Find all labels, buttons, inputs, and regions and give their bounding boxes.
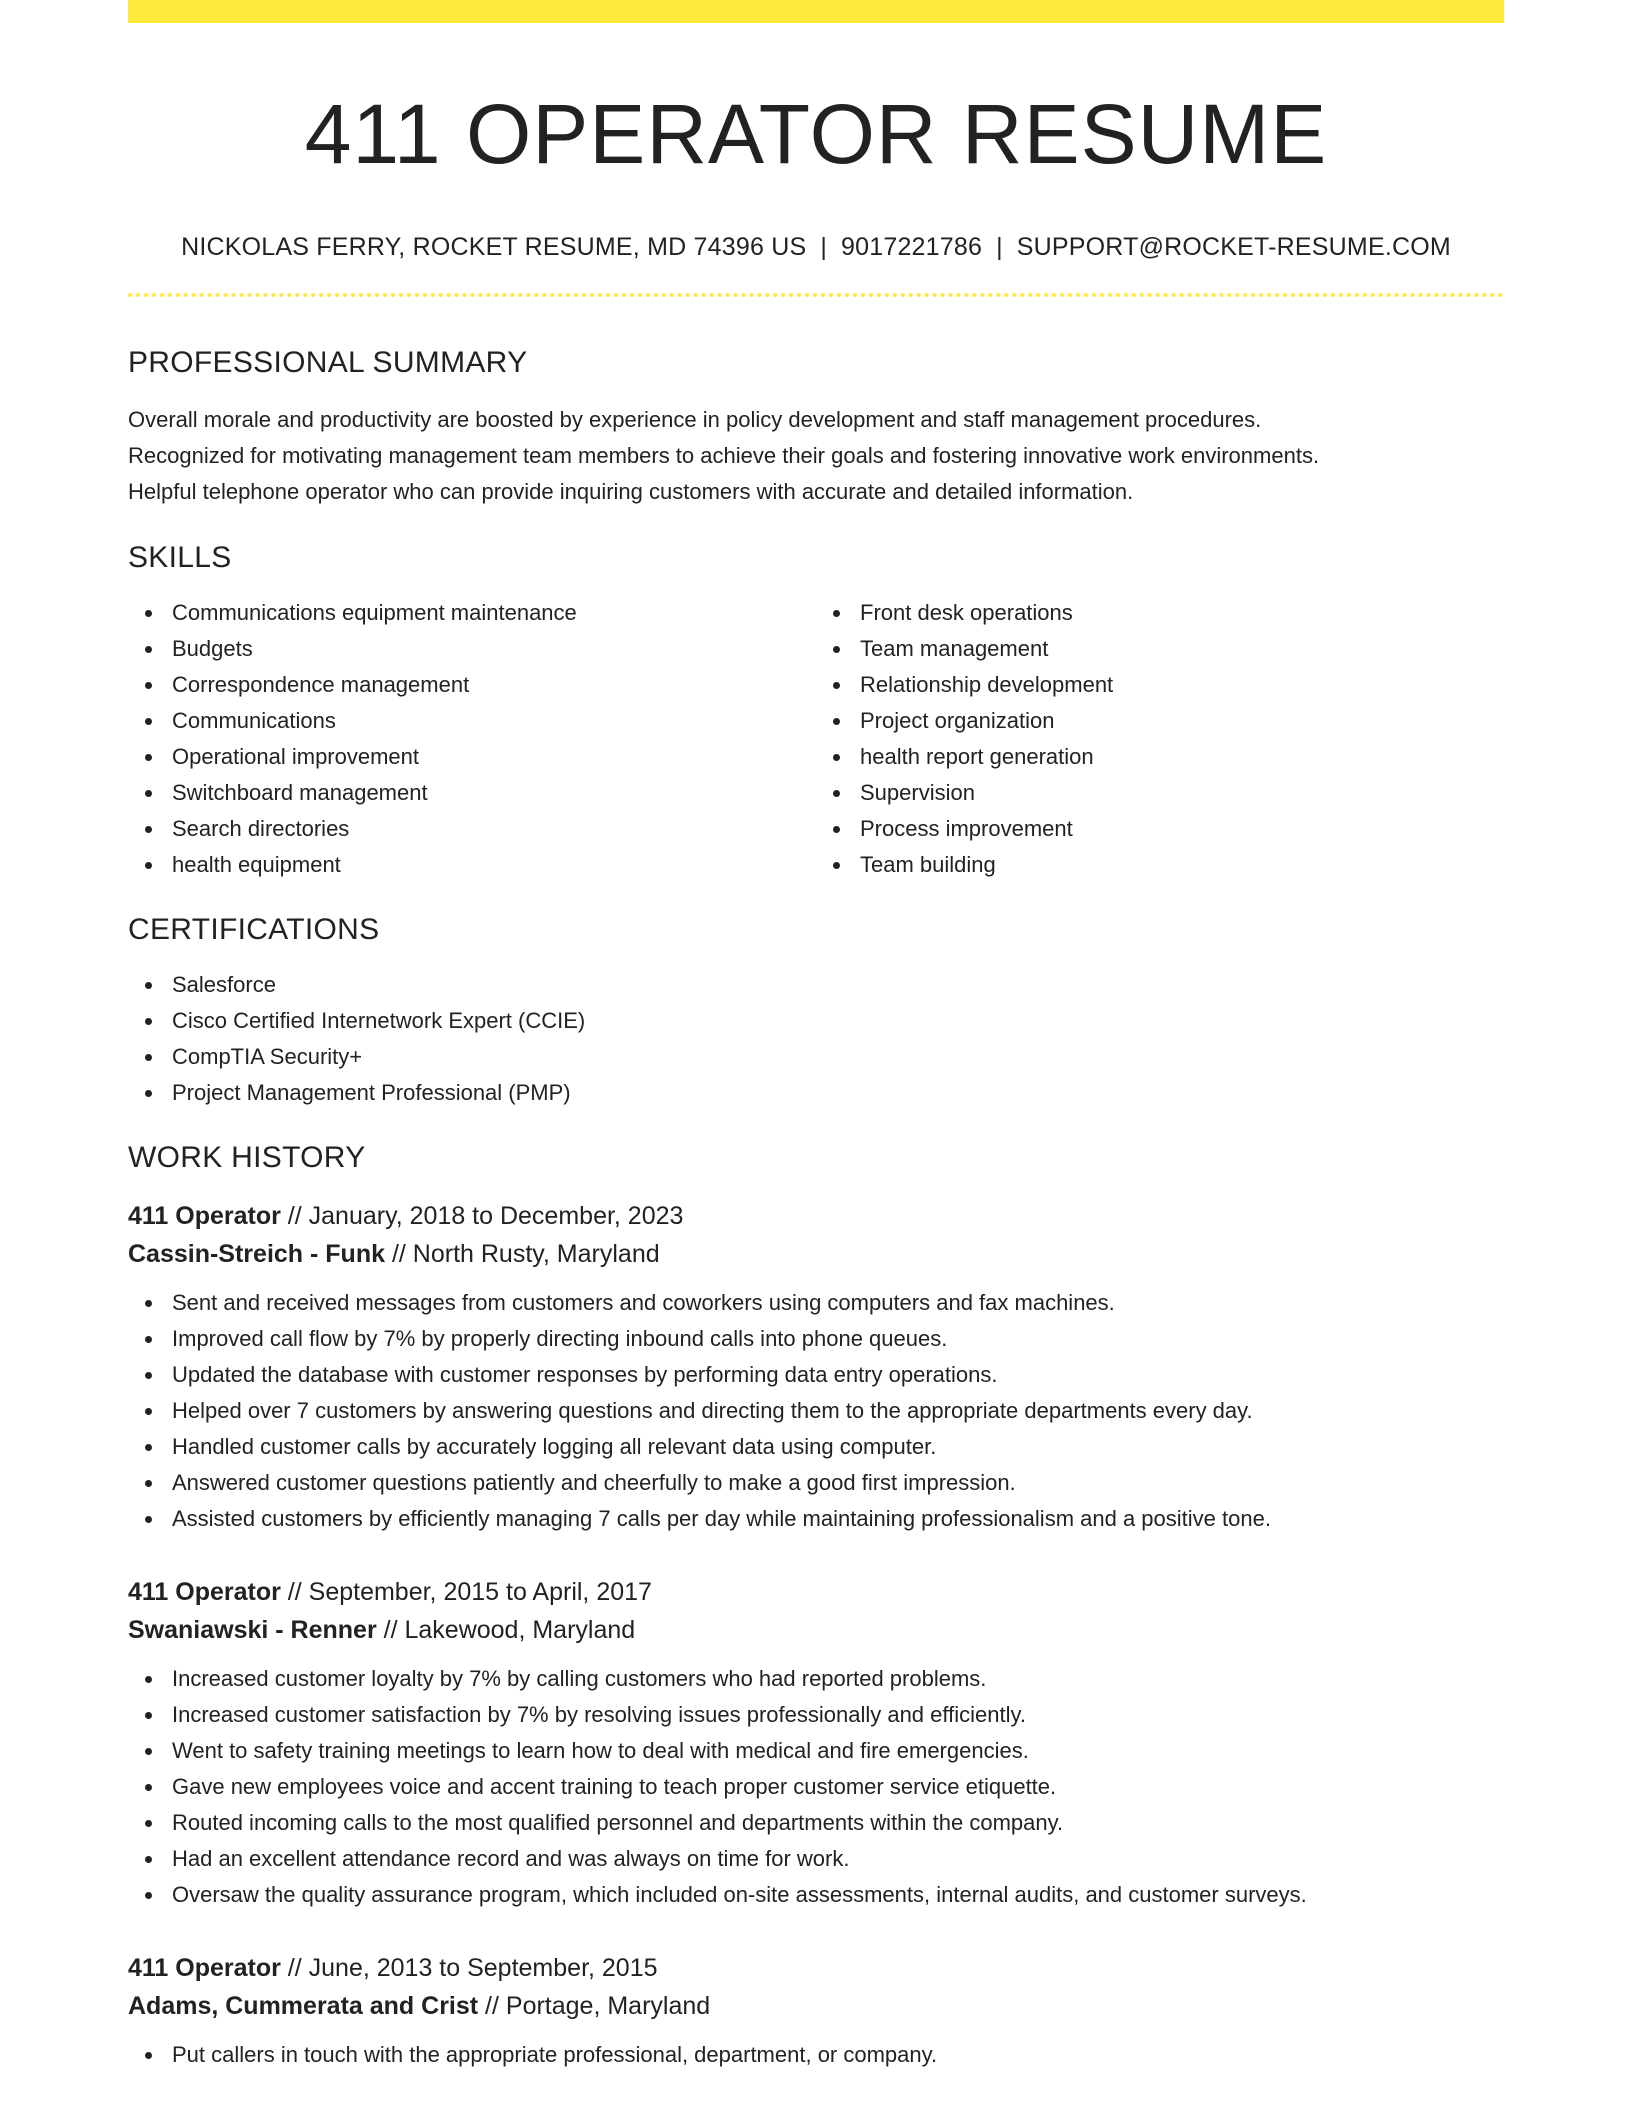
skills-heading: SKILLS xyxy=(128,540,232,574)
job-location: // Portage, Maryland xyxy=(478,1991,711,2020)
contact-email: SUPPORT@ROCKET-RESUME.COM xyxy=(1016,232,1451,261)
skills-list-left xyxy=(128,595,816,883)
job-company-line xyxy=(128,1611,1504,1649)
skill-item: Correspondence management xyxy=(128,667,816,703)
contact-separator: | xyxy=(996,232,1003,261)
certification-item: Project Management Professional (PMP) xyxy=(128,1075,1504,1111)
job-bullet: Improved call flow by 7% by properly directing inbound calls into phone queues. xyxy=(128,1321,1504,1357)
job-bullet: Sent and received messages from customers and coworkers using computers and fax machines. xyxy=(128,1285,1504,1321)
contact-separator: | xyxy=(820,232,828,261)
summary-line: Helpful telephone operator who can provide inquiring customers with accurate and detailed information. xyxy=(128,478,1134,504)
skill-item: Budgets xyxy=(128,631,816,667)
job-dates: // January, 2018 to December, 2023 xyxy=(280,1201,684,1230)
job-location: // North Rusty, Maryland xyxy=(385,1239,660,1268)
job-company-line xyxy=(128,1987,1504,2025)
job-dates: // June, 2013 to September, 2015 xyxy=(280,1953,658,1982)
skill-item: health report generation xyxy=(816,739,1504,775)
accent-top-bar xyxy=(128,0,1504,23)
job-title: 411 Operator xyxy=(128,1577,281,1606)
job-entry xyxy=(128,1949,1504,2073)
contact-line xyxy=(128,233,1504,262)
resume-title: 411 OPERATOR RESUME xyxy=(304,87,1328,181)
job-dates: // September, 2015 to April, 2017 xyxy=(280,1577,652,1606)
skill-item: health equipment xyxy=(128,847,816,883)
job-title: 411 Operator xyxy=(128,1953,281,1982)
job-location: // Lakewood, Maryland xyxy=(376,1615,636,1644)
job-bullet: Went to safety training meetings to learn how to deal with medical and fire emergencies. xyxy=(128,1733,1504,1769)
job-bullet: Assisted customers by efficiently managing 7 calls per day while maintaining professionalism and a positive tone. xyxy=(128,1501,1504,1537)
certification-item: Cisco Certified Internetwork Expert (CCIE) xyxy=(128,1003,1504,1039)
skill-item: Switchboard management xyxy=(128,775,816,811)
job-title: 411 Operator xyxy=(128,1201,281,1230)
skill-item: Supervision xyxy=(816,775,1504,811)
job-company: Adams, Cummerata and Crist xyxy=(128,1991,479,2020)
dotted-divider xyxy=(128,293,1504,297)
job-company: Swaniawski - Renner xyxy=(128,1615,377,1644)
job-bullet: Had an excellent attendance record and was always on time for work. xyxy=(128,1841,1504,1877)
certification-item: CompTIA Security+ xyxy=(128,1039,1504,1075)
job-company: Cassin-Streich - Funk xyxy=(128,1239,385,1268)
skill-item: Team management xyxy=(816,631,1504,667)
job-bullet: Increased customer satisfaction by 7% by resolving issues professionally and efficiently. xyxy=(128,1697,1504,1733)
skill-item: Process improvement xyxy=(816,811,1504,847)
job-title-line xyxy=(128,1949,1504,1987)
job-entry xyxy=(128,1573,1504,1913)
summary-text xyxy=(128,402,1504,510)
job-bullets xyxy=(128,1285,1504,1537)
skill-item: Operational improvement xyxy=(128,739,816,775)
job-entry xyxy=(128,1197,1504,1537)
skill-item: Team building xyxy=(816,847,1504,883)
skills-columns xyxy=(128,595,1504,883)
skill-item: Relationship development xyxy=(816,667,1504,703)
job-title-line xyxy=(128,1197,1504,1235)
job-bullets xyxy=(128,2037,1504,2073)
job-bullet: Handled customer calls by accurately logging all relevant data using computer. xyxy=(128,1429,1504,1465)
job-title-line xyxy=(128,1573,1504,1611)
job-bullet: Routed incoming calls to the most qualified personnel and departments within the company. xyxy=(128,1805,1504,1841)
skill-item: Front desk operations xyxy=(816,595,1504,631)
job-bullet: Increased customer loyalty by 7% by calling customers who had reported problems. xyxy=(128,1661,1504,1697)
contact-phone: 9017221786 xyxy=(841,232,983,261)
work-history-heading: WORK HISTORY xyxy=(128,1140,366,1174)
job-bullet: Updated the database with customer responses by performing data entry operations. xyxy=(128,1357,1504,1393)
skill-item: Project organization xyxy=(816,703,1504,739)
certification-item: Salesforce xyxy=(128,967,1504,1003)
summary-line: Overall morale and productivity are boosted by experience in policy development and staff management procedures. xyxy=(128,406,1262,432)
job-bullets xyxy=(128,1661,1504,1913)
certifications-heading: CERTIFICATIONS xyxy=(128,912,380,946)
summary-heading: PROFESSIONAL SUMMARY xyxy=(128,345,528,379)
certifications-list xyxy=(128,967,1504,1111)
skill-item: Communications xyxy=(128,703,816,739)
job-bullet: Oversaw the quality assurance program, which included on-site assessments, internal audits, and customer surveys. xyxy=(128,1877,1504,1913)
skills-list-right xyxy=(816,595,1504,883)
job-bullet: Helped over 7 customers by answering questions and directing them to the appropriate departments every day. xyxy=(128,1393,1504,1429)
skill-item: Communications equipment maintenance xyxy=(128,595,816,631)
job-bullet: Gave new employees voice and accent training to teach proper customer service etiquette. xyxy=(128,1769,1504,1805)
summary-line: Recognized for motivating management team members to achieve their goals and fostering innovative work environments. xyxy=(128,442,1320,468)
skill-item: Search directories xyxy=(128,811,816,847)
contact-address: NICKOLAS FERRY, ROCKET RESUME, MD 74396 US xyxy=(181,232,807,261)
job-bullet: Answered customer questions patiently and cheerfully to make a good first impression. xyxy=(128,1465,1504,1501)
job-bullet: Put callers in touch with the appropriate professional, department, or company. xyxy=(128,2037,1504,2073)
job-company-line xyxy=(128,1235,1504,1273)
